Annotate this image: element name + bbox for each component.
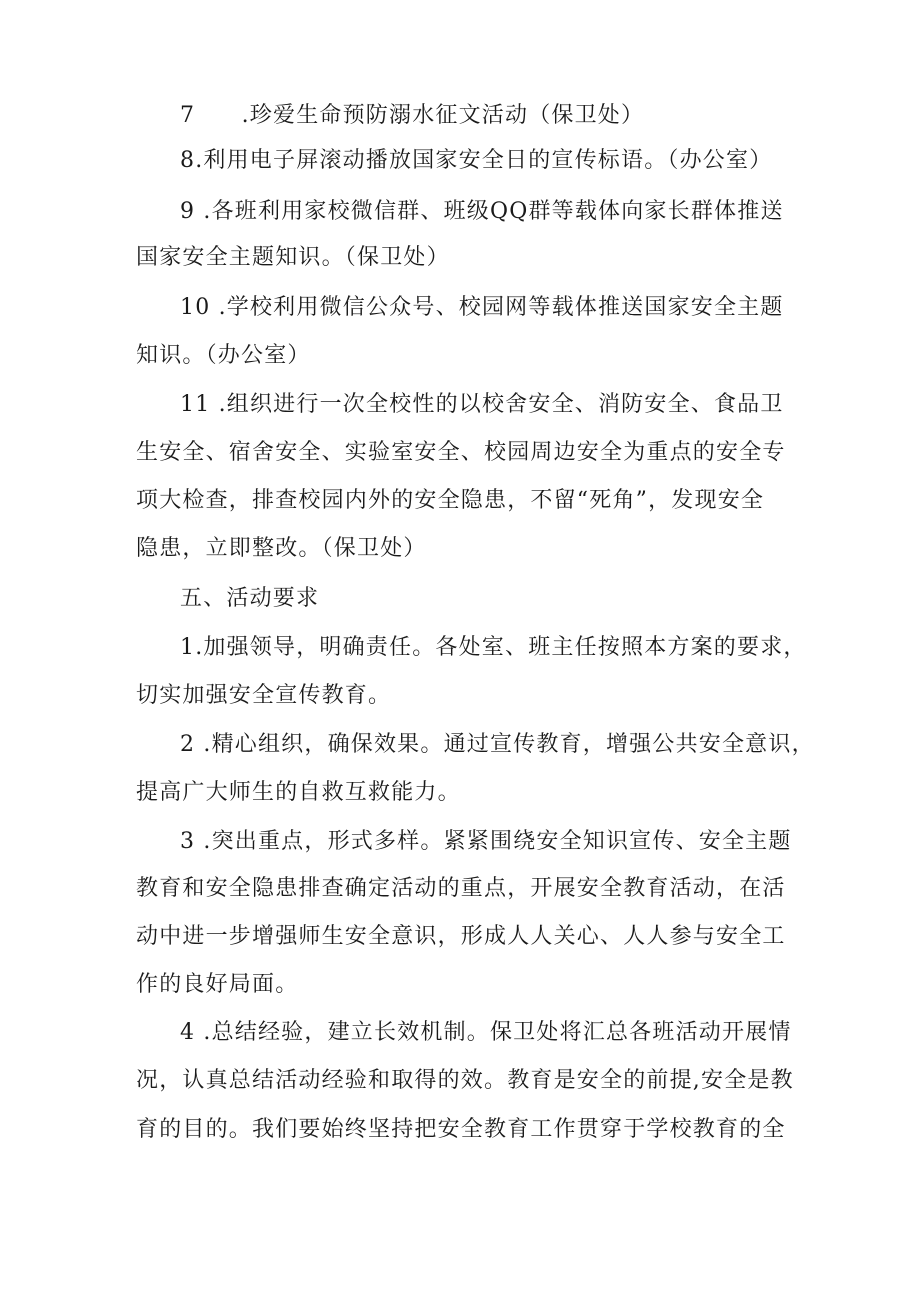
text-line-req-1-cont: 切实加强安全宣传教育。 — [136, 683, 392, 708]
text-line-req-2-cont: 提高广大师生的自救互救能力。 — [136, 780, 461, 805]
text-line-req-4-cont-2: 育的目的。我们要始终坚持把安全教育工作贯穿于学校教育的全 — [136, 1117, 786, 1142]
text-line-req-3: 3 .突出重点，形式多样。紧紧围绕安全知识宣传、安全主题 — [180, 829, 792, 854]
text-line-req-4-cont-1: 况，认真总结活动经验和取得的效。教育是安全的前提,安全是教 — [136, 1068, 794, 1093]
text-line-req-3-cont-1: 教育和安全隐患排查确定活动的重点，开展安全教育活动，在活 — [136, 876, 786, 901]
text-line-item-11: 11 .组织进行一次全校性的以校舍安全、消防安全、食品卫 — [180, 392, 784, 417]
text-line-req-2: 2 .精心组织，确保效果。通过宣传教育，增强公共安全意识， — [180, 732, 815, 757]
text-line-req-3-cont-3: 作的良好局面。 — [136, 972, 299, 997]
text-line-req-3-cont-2: 动中进一步增强师生安全意识，形成人人关心、人人参与安全工 — [136, 924, 786, 949]
text-line-item-9: 9 .各班利用家校微信群、班级QQ群等载体向家长群体推送 — [180, 199, 784, 224]
text-line-item-11-cont-1: 生安全、宿舍安全、实验室安全、校园周边安全为重点的安全专 — [136, 440, 786, 465]
text-line-item-8: 8.利用电子屏滚动播放国家安全日的宣传标语。（办公室） — [180, 148, 773, 173]
section-heading-5: 五、活动要求 — [180, 586, 320, 611]
text-line-req-1: 1.加强领导，明确责任。各处室、班主任按照本方案的要求， — [180, 635, 807, 660]
text-line-item-10-cont: 知识。（办公室） — [136, 343, 311, 368]
text-line-item-11-cont-2: 项大检查，排查校园内外的安全隐患，不留“死角”，发现安全 — [136, 488, 765, 513]
text-line-item-11-cont-3: 隐患，立即整改。（保卫处） — [136, 536, 427, 561]
text-line-item-7: 7 .珍爱生命预防溺水征文活动（保卫处） — [180, 103, 645, 128]
text-line-item-10: 10 .学校利用微信公众号、校园网等载体推送国家安全主题 — [180, 295, 784, 320]
text-line-item-9-cont: 国家安全主题知识。（保卫处） — [136, 245, 450, 270]
text-line-req-4: 4 .总结经验，建立长效机制。保卫处将汇总各班活动开展情 — [180, 1020, 792, 1045]
